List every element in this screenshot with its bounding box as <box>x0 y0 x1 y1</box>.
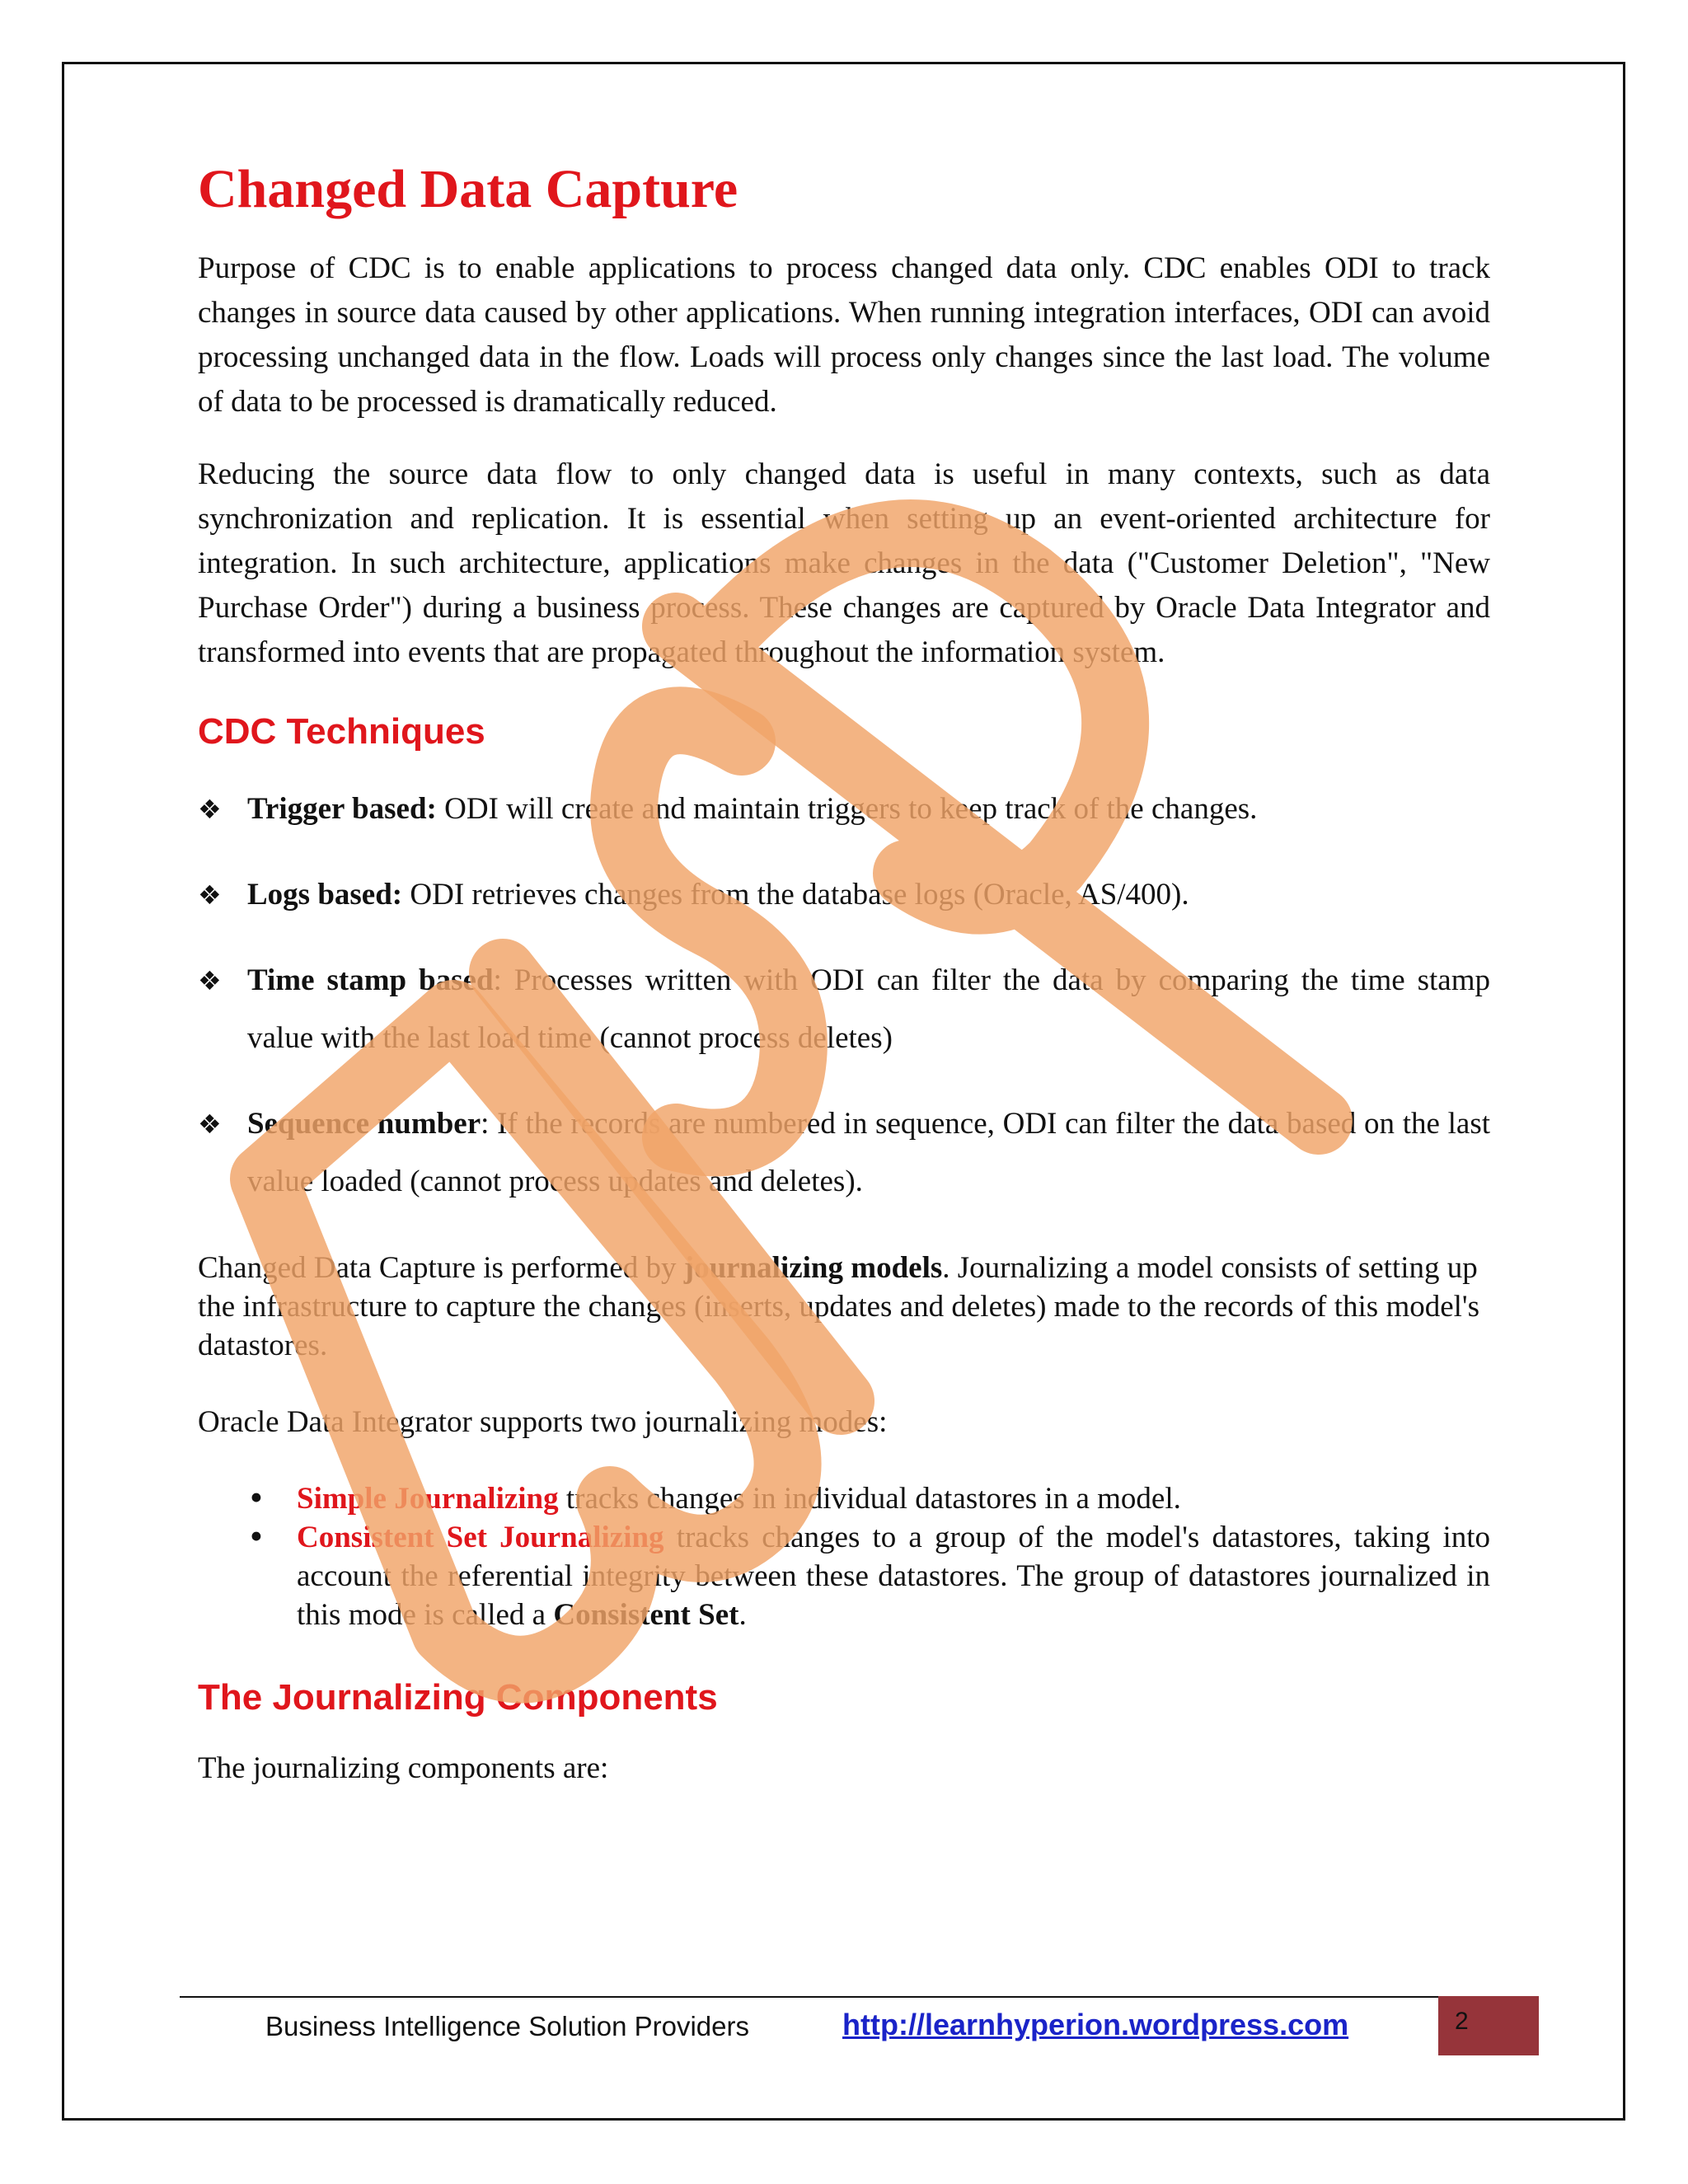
paragraph-purpose: Purpose of CDC is to enable applications to process changed data only. CDC enables ODI to track changes in source data caused by other applications. When running integration interfaces, ODI can avoid processing unchanged data in the flow. Loads will process only changes since the last load. The volume of data to be processed is dramatically reduced. <box>198 251 1490 419</box>
heading-journalizing-components: The Journalizing Components <box>198 1677 718 1718</box>
technique-text: : If the records are numbered in sequence, ODI can filter the data based on the last value loaded (cannot process updates and deletes). <box>247 1107 1491 1199</box>
heading-cdc-techniques: CDC Techniques <box>198 711 485 752</box>
technique-term: Trigger based: <box>247 792 437 827</box>
page-title: Changed Data Capture <box>198 159 738 219</box>
list-item <box>198 952 1490 1067</box>
diamond-bullet-icon: ❖ <box>198 794 222 826</box>
round-bullet-icon: • <box>247 1481 265 1517</box>
technique-term: Logs based: <box>247 878 403 912</box>
diamond-bullet-icon: ❖ <box>198 879 222 912</box>
technique-term: Time stamp based <box>247 963 494 998</box>
round-bullet-icon: • <box>247 1520 265 1556</box>
footer-divider <box>180 1996 1442 1998</box>
list-item <box>198 1479 1490 1518</box>
list-item <box>198 1518 1490 1634</box>
journalizing-intro-before: Changed Data Capture is performed by <box>198 1251 684 1286</box>
document-body <box>198 157 1490 1819</box>
mode-text: tracks changes in individual datastores in a model. <box>558 1482 1181 1516</box>
paragraph-journalizing <box>198 1249 1490 1365</box>
diamond-bullet-icon: ❖ <box>198 1108 222 1141</box>
paragraph-components: The journalizing components are: <box>198 1751 609 1786</box>
journalizing-intro-bold: journalizing models <box>683 1251 943 1286</box>
list-item <box>198 1095 1490 1211</box>
technique-term: Sequence number <box>247 1107 481 1141</box>
mode-bold-term: Consistent Set <box>553 1598 739 1633</box>
journalizing-intro-after: . Journalizing a model consists of setting up the infrastructure to capture the changes (inserts, updates and deletes) made to the records of this model's datastores. <box>198 1251 1479 1363</box>
technique-text: ODI will create and maintain triggers to keep track of the changes. <box>436 792 1258 827</box>
diamond-bullet-icon: ❖ <box>198 965 222 997</box>
mode-text: tracks changes to a group of the model's datastores, taking into account the referential integrity between these datastores. The group of datastores journalized in this mode is called a <box>297 1521 1491 1633</box>
paragraph-reducing: Reducing the source data flow to only changed data is useful in many contexts, such as data synchronization and replication. It is essential when setting up an event-oriented architecture for integration. In such architecture, applications make changes in the data ("Customer Deletion", "New Purchase Order") during a business process. These changes are captured by Oracle Data Integrator and transformed into events that are propagated throughout the information system. <box>198 457 1490 670</box>
list-item <box>198 780 1490 838</box>
technique-text: : Processes written with ODI can filter the data by comparing the time stamp value with the last load time (cannot process deletes) <box>247 963 1490 1056</box>
journalizing-modes-list <box>198 1479 1490 1634</box>
mode-tail: . <box>738 1598 747 1633</box>
page-number-badge: 2 <box>1438 1996 1539 2055</box>
footer-link[interactable]: http://learnhyperion.wordpress.com <box>842 2008 1349 2041</box>
technique-text: ODI retrieves changes from the database logs (Oracle, AS/400). <box>402 878 1189 912</box>
paragraph-modes-intro: Oracle Data Integrator supports two journalizing modes: <box>198 1405 888 1440</box>
mode-name: Consistent Set Journalizing <box>297 1521 664 1555</box>
mode-name: Simple Journalizing <box>297 1482 559 1516</box>
cdc-techniques-list <box>198 780 1490 1211</box>
footer-company: Business Intelligence Solution Providers <box>265 2011 749 2041</box>
list-item <box>198 866 1490 924</box>
